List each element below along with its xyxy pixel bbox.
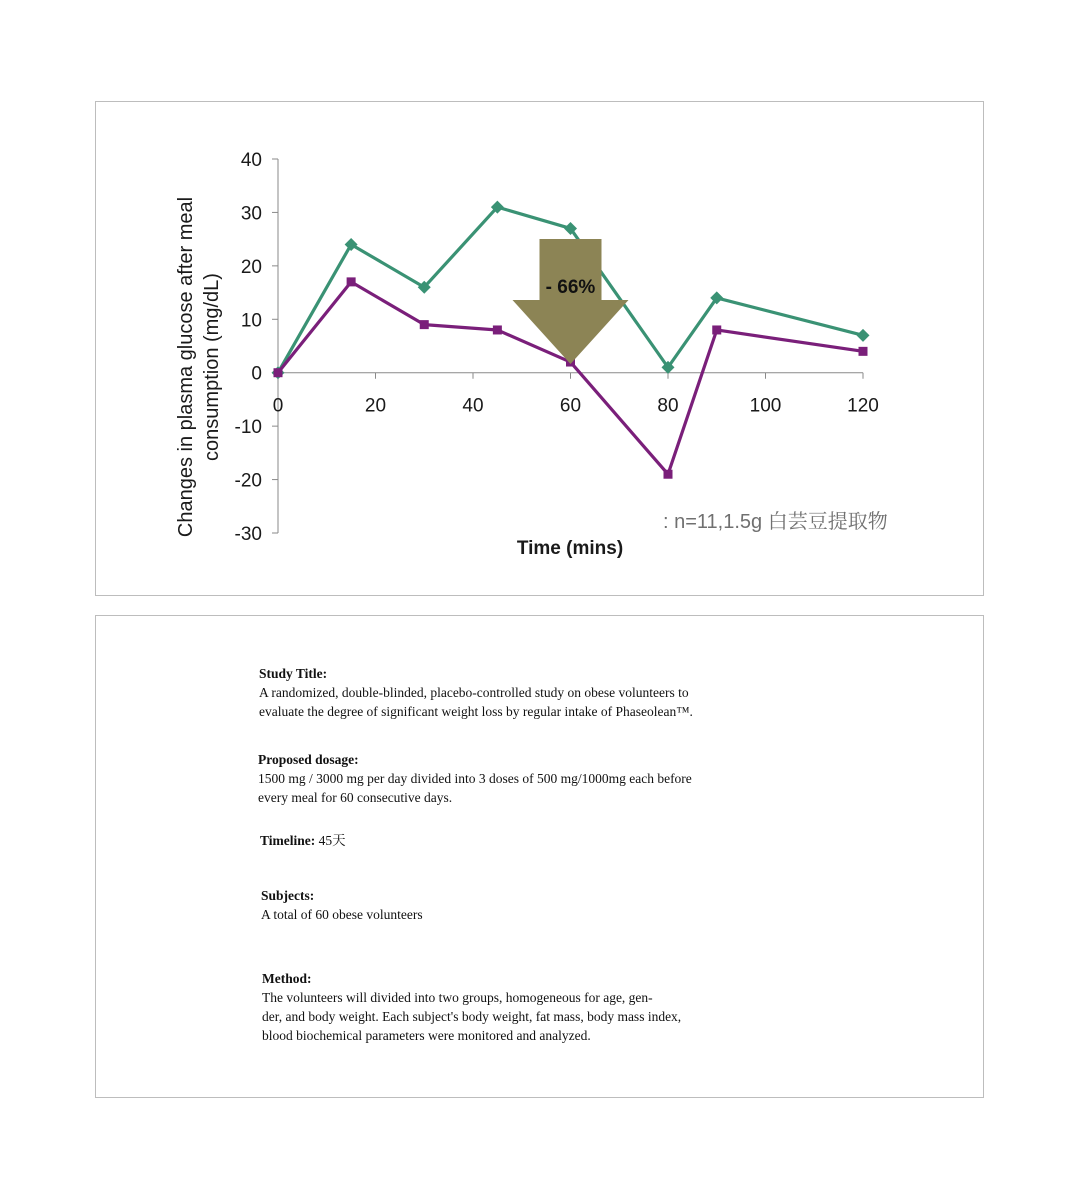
study-title-section [259,664,693,721]
y-tick-label: 30 [240,203,262,225]
method-line3: blood biochemical parameters were monitored and analyzed. [262,1028,591,1043]
dosage-section [258,750,692,807]
x-tick-label: 80 [657,395,679,417]
x-tick-label: 20 [364,395,387,417]
glucose-line-chart [96,102,983,595]
x-tick-label: 40 [462,395,484,417]
y-tick-label: -30 [234,524,262,545]
y-tick-label: 10 [240,310,262,332]
method-section [262,969,681,1045]
y-tick-label: 20 [240,256,262,278]
subjects-line1: A total of 60 obese volunteers [261,907,423,922]
y-tick-label: -10 [234,417,262,439]
sample-note: : n=11,1.5g 白芸豆提取物 [663,511,888,533]
y-axis-title-line2: consumption (mg/dL) [201,273,223,461]
study-title-line1: A randomized, double-blinded, placebo-controlled study on obese volunteers to [259,685,689,700]
decrease-arrow-label: - 66% [545,277,596,298]
method-line2: der, and body weight. Each subject's body weight, fat mass, body mass index, [262,1009,682,1024]
dosage-heading: Proposed dosage: [258,752,359,767]
study-title-line2: evaluate the degree of significant weight loss by regular intake of Phaseolean™. [259,704,693,719]
series-2-point [420,320,429,329]
dosage-line2: every meal for 60 consecutive days. [258,790,453,805]
subjects-section [261,886,423,924]
series-2-point [347,277,356,286]
series-2-point [274,368,283,377]
series-1-point [345,238,358,251]
method-heading: Method: [262,971,312,986]
y-tick-label: -20 [234,470,262,492]
study-info-panel [95,615,984,1098]
series-2-point [859,347,868,356]
x-tick-label: 120 [847,395,879,417]
method-line1: The volunteers will divided into two groups, homogeneous for age, gen- [262,990,653,1005]
x-tick-label: 100 [749,395,782,417]
series-1-point [857,329,870,342]
subjects-heading: Subjects: [261,888,315,903]
series-2-point [493,325,502,334]
dosage-line1: 1500 mg / 3000 mg per day divided into 3 doses of 500 mg/1000mg each before [258,771,692,786]
study-title-heading: Study Title: [259,666,328,681]
x-axis-title: Time (mins) [516,538,624,559]
series-2-point [664,470,673,479]
y-tick-label: 40 [240,150,262,171]
chart-panel [95,101,984,596]
x-tick-label: 60 [559,395,582,417]
series-2-point [712,325,721,334]
y-tick-label: 0 [251,363,262,385]
x-tick-label: 0 [272,395,284,417]
timeline-heading: Timeline: [260,833,316,848]
timeline-value: 45天 [318,833,346,848]
y-axis-title-line1: Changes in plasma glucose after meal [175,196,197,538]
timeline-section [260,831,346,850]
